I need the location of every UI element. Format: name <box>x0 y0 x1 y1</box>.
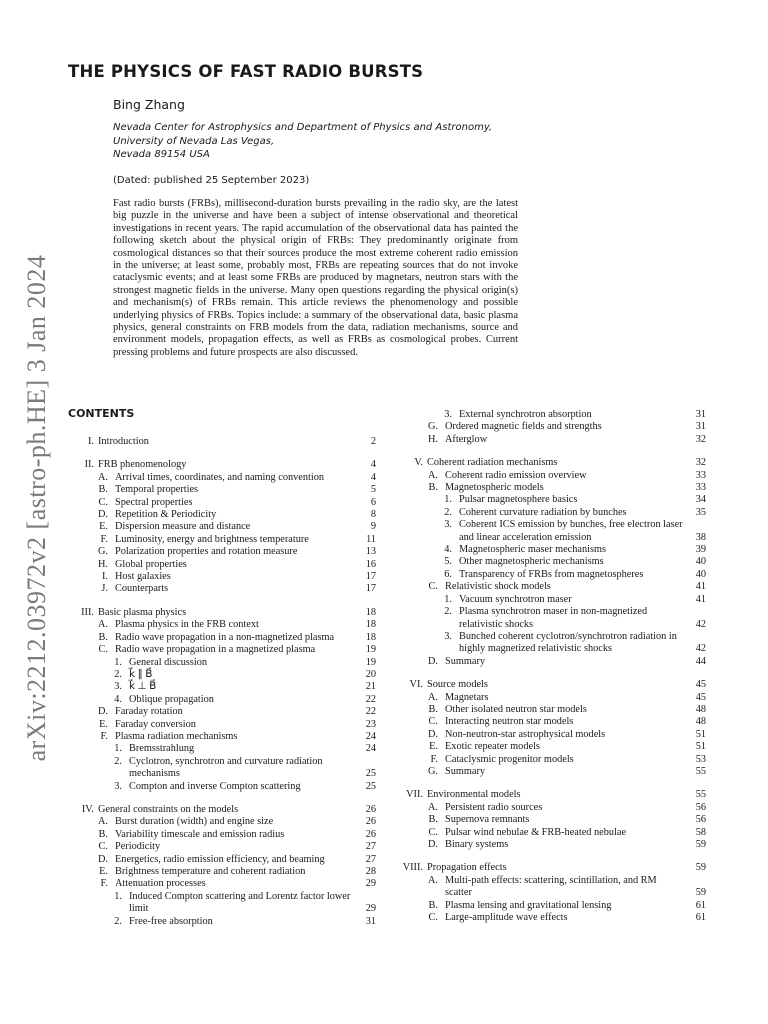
toc-subsubsection-entry[interactable] <box>68 781 376 793</box>
toc-title: Transparency of FRBs from magnetospheres <box>459 568 644 580</box>
toc-number: C. <box>98 644 108 656</box>
toc-title: Radio wave propagation in a magnetized plasma <box>115 644 316 656</box>
toc-number: E. <box>99 866 108 877</box>
toc-title: Environmental models <box>427 789 521 801</box>
toc-title: Magnetospheric models <box>445 482 544 494</box>
toc-title: Basic plasma physics <box>98 606 187 618</box>
toc-title: Periodicity <box>115 841 161 853</box>
toc-page-number: 44 <box>695 655 706 667</box>
toc-title: Plasma radiation mechanisms <box>115 730 238 742</box>
toc-number: 3. <box>114 681 122 693</box>
toc-number: 3. <box>444 519 452 531</box>
toc-subsubsection-entry[interactable] <box>68 916 376 928</box>
toc-number: D. <box>427 728 438 740</box>
toc-title: Compton and inverse Compton scattering <box>129 780 301 792</box>
toc-subsubsection-entry[interactable] <box>396 606 706 631</box>
toc-page-number: 18 <box>365 606 376 618</box>
toc-title: Plasma synchrotron maser in non-magnetized relativistic shocks <box>459 606 648 630</box>
toc-number: VI. <box>409 679 423 691</box>
toc-page-number: 26 <box>365 816 376 828</box>
toc-number: 1. <box>444 494 452 506</box>
toc-subsection-entry[interactable] <box>396 704 706 716</box>
toc-page-number: 45 <box>695 691 706 703</box>
toc-number: E. <box>99 521 108 533</box>
toc-subsubsection-entry[interactable] <box>68 657 376 669</box>
affiliation <box>113 121 492 162</box>
toc-subsection-entry[interactable] <box>68 497 376 509</box>
toc-number: F. <box>100 533 108 545</box>
toc-title: Large-amplitude wave effects <box>445 912 568 924</box>
toc-title: Other magnetospheric mechanisms <box>459 556 604 568</box>
toc-number: 1. <box>114 890 122 902</box>
toc-page-number: 19 <box>365 644 376 656</box>
toc-number: 1. <box>114 656 122 668</box>
toc-page-number: 28 <box>365 866 376 877</box>
toc-page-number: 61 <box>695 899 706 911</box>
toc-number: B. <box>428 482 438 494</box>
toc-title: Faraday rotation <box>115 706 183 718</box>
toc-title: Faraday conversion <box>115 718 196 730</box>
toc-page-number: 51 <box>695 741 706 753</box>
toc-section <box>68 607 376 793</box>
toc-subsection-entry[interactable] <box>396 434 706 446</box>
toc-section-entry[interactable] <box>396 789 706 801</box>
toc-page-number: 6 <box>370 496 376 508</box>
toc-number: D. <box>97 853 108 865</box>
toc-title: Supernova remnants <box>445 814 530 826</box>
dated-line: (Dated: published 25 September 2023) <box>113 175 310 186</box>
toc-number: III. <box>81 606 94 618</box>
toc-number: H. <box>97 558 108 570</box>
toc-number: B. <box>98 828 108 840</box>
toc-number: 5. <box>444 556 452 568</box>
toc-number: VII. <box>406 789 423 801</box>
toc-page-number: 22 <box>365 706 376 718</box>
toc-title: k⃗ ∥ B⃗ <box>129 668 153 680</box>
toc-page-number: 41 <box>695 593 706 605</box>
toc-page-number: 40 <box>695 556 706 568</box>
toc-number: I. <box>87 436 94 447</box>
toc-subsection-entry[interactable] <box>68 644 376 656</box>
toc-section-entry[interactable] <box>68 459 376 471</box>
toc-subsection-entry[interactable] <box>396 827 706 839</box>
toc-title: Bunched coherent cyclotron/synchrotron radiation in highly magnetized relativistic shocks <box>459 630 677 655</box>
toc-page-number: 20 <box>365 668 376 680</box>
toc-page-number: 9 <box>370 521 376 533</box>
toc-title: Pulsar wind nebulae & FRB-heated nebulae <box>445 826 627 838</box>
toc-section-entry[interactable] <box>68 804 376 816</box>
toc-subsection-entry[interactable] <box>396 802 706 814</box>
toc-title: Burst duration (width) and engine size <box>115 816 274 828</box>
toc-subsection-entry[interactable] <box>396 912 706 924</box>
toc-page-number: 34 <box>695 494 706 506</box>
toc-section <box>68 804 376 928</box>
toc-subsubsection-entry[interactable] <box>396 519 706 544</box>
toc-page-number: 22 <box>365 693 376 705</box>
toc-page-number: 51 <box>695 728 706 740</box>
toc-number: 2. <box>114 755 122 767</box>
toc-continuation <box>396 409 706 446</box>
toc-subsection-entry[interactable] <box>396 814 706 826</box>
toc-title: Source models <box>427 679 488 691</box>
toc-subsection-entry[interactable] <box>68 583 376 595</box>
toc-subsection-entry[interactable] <box>396 692 706 704</box>
toc-number: C. <box>428 716 438 728</box>
toc-title: Coherent radiation mechanisms <box>427 457 558 469</box>
toc-number: 3. <box>444 630 452 642</box>
toc-number: 3. <box>444 409 452 420</box>
toc-number: B. <box>428 703 438 715</box>
toc-page-number: 17 <box>365 571 376 583</box>
toc-title: Global properties <box>115 558 187 570</box>
toc-title: Coherent ICS emission by bunches, free electron laser and linear acceleration emission <box>459 519 683 543</box>
toc-number: 2. <box>114 668 122 680</box>
toc-right-column <box>396 409 706 935</box>
toc-subsection-entry[interactable] <box>68 816 376 828</box>
toc-subsubsection-entry[interactable] <box>396 494 706 506</box>
toc-title: Summary <box>445 765 486 777</box>
toc-number: C. <box>428 826 438 838</box>
toc-page-number: 29 <box>365 878 376 890</box>
toc-title: Luminosity, energy and brightness temperature <box>115 533 309 545</box>
toc-title: Coherent radio emission overview <box>445 469 587 481</box>
toc-page-number: 59 <box>695 887 706 899</box>
toc-page-number: 5 <box>370 484 376 496</box>
toc-page-number: 24 <box>365 730 376 742</box>
toc-number: C. <box>98 496 108 508</box>
toc-page-number: 4 <box>370 471 376 483</box>
toc-subsection-entry[interactable] <box>68 632 376 644</box>
toc-title: Variability timescale and emission radius <box>115 828 285 840</box>
toc-title: Interacting neutron star models <box>445 716 574 728</box>
toc-section <box>396 862 706 924</box>
toc-page-number: 38 <box>695 531 706 543</box>
toc-title: Repetition & Periodicity <box>115 509 217 521</box>
toc-page-number: 48 <box>695 703 706 715</box>
toc-page-number: 27 <box>365 841 376 853</box>
toc-page-number: 55 <box>695 789 706 801</box>
toc-section-entry[interactable] <box>68 607 376 619</box>
toc-title: Plasma physics in the FRB context <box>115 619 259 631</box>
toc-page-number: 42 <box>695 618 706 630</box>
toc-subsection-entry[interactable] <box>396 729 706 741</box>
toc-number: D. <box>427 655 438 667</box>
toc-page-number: 24 <box>365 743 376 755</box>
toc-subsubsection-entry[interactable] <box>68 743 376 755</box>
toc-subsection-entry[interactable] <box>68 878 376 890</box>
toc-number: C. <box>428 912 438 924</box>
toc-number: 2. <box>444 606 452 618</box>
toc-page-number: 58 <box>695 826 706 838</box>
arxiv-identifier-text: arXiv:2212.03972v2 [astro-ph.HE] 3 Jan 2024 <box>22 254 51 762</box>
toc-page-number: 59 <box>695 839 706 850</box>
toc-title: Summary <box>445 655 486 667</box>
toc-page-number: 41 <box>695 581 706 593</box>
toc-number: D. <box>97 706 108 718</box>
toc-title: Coherent curvature radiation by bunches <box>459 506 627 518</box>
toc-page-number: 23 <box>365 718 376 730</box>
toc-page-number: 39 <box>695 544 706 556</box>
toc-page-number: 26 <box>365 803 376 815</box>
toc-number: D. <box>427 839 438 850</box>
toc-number: 1. <box>444 593 452 605</box>
toc-page-number: 4 <box>370 459 376 471</box>
toc-title: Cataclysmic progenitor models <box>445 753 574 765</box>
toc-title: Bremsstrahlung <box>129 743 195 755</box>
toc-title: General constraints on the models <box>98 803 239 815</box>
toc-number: A. <box>427 874 438 886</box>
toc-subsection-entry[interactable] <box>68 841 376 853</box>
toc-page-number: 18 <box>365 619 376 631</box>
toc-section <box>396 789 706 851</box>
toc-subsubsection-entry[interactable] <box>396 544 706 556</box>
toc-title: Introduction <box>98 436 149 447</box>
toc-page-number: 8 <box>370 509 376 521</box>
arxiv-identifier <box>12 254 62 762</box>
toc-subsection-entry[interactable] <box>68 521 376 533</box>
toc-number: B. <box>98 484 108 496</box>
toc-subsection-entry[interactable] <box>68 484 376 496</box>
toc-subsection-entry[interactable] <box>396 875 706 900</box>
toc-subsection-entry[interactable] <box>68 706 376 718</box>
toc-number: 6. <box>444 568 452 580</box>
toc-subsection-entry[interactable] <box>396 716 706 728</box>
toc-section-entry[interactable] <box>396 457 706 469</box>
toc-section <box>396 457 706 668</box>
toc-section-entry[interactable] <box>68 436 376 448</box>
toc-subsection-entry[interactable] <box>396 754 706 766</box>
author-name: Bing Zhang <box>113 97 185 112</box>
toc-title: Cyclotron, synchrotron and curvature radiation mechanisms <box>129 755 323 780</box>
toc-number: F. <box>430 753 438 765</box>
toc-page-number: 59 <box>695 862 706 874</box>
toc-title: Binary systems <box>445 839 509 850</box>
toc-page-number: 27 <box>365 853 376 865</box>
toc-section <box>68 436 376 448</box>
toc-title: Attenuation processes <box>115 878 206 890</box>
toc-page-number: 42 <box>695 643 706 655</box>
toc-section-entry[interactable] <box>396 679 706 691</box>
toc-subsubsection-entry[interactable] <box>396 594 706 606</box>
toc-title: Exotic repeater models <box>445 741 540 753</box>
toc-number: E. <box>429 741 438 753</box>
toc-page-number: 35 <box>695 506 706 518</box>
toc-number: F. <box>100 878 108 890</box>
toc-subsubsection-entry[interactable] <box>396 409 706 421</box>
toc-title: External synchrotron absorption <box>459 409 592 420</box>
toc-subsection-entry[interactable] <box>396 741 706 753</box>
toc-page-number: 33 <box>695 469 706 481</box>
toc-section-entry[interactable] <box>396 862 706 874</box>
toc-title: Induced Compton scattering and Lorentz factor lower limit <box>129 890 351 915</box>
toc-title: Other isolated neutron star models <box>445 703 587 715</box>
toc-number: V. <box>414 457 423 469</box>
toc-page-number: 26 <box>365 828 376 840</box>
toc-subsection-entry[interactable] <box>68 719 376 731</box>
paper-title: THE PHYSICS OF FAST RADIO BURSTS <box>68 62 424 81</box>
toc-page-number: 19 <box>365 656 376 668</box>
toc-subsubsection-entry[interactable] <box>68 756 376 781</box>
toc-number: G. <box>427 421 438 433</box>
toc-page-number: 17 <box>365 583 376 595</box>
toc-number: A. <box>97 619 108 631</box>
toc-number: B. <box>98 631 108 643</box>
toc-subsection-entry[interactable] <box>68 619 376 631</box>
toc-number: A. <box>427 691 438 703</box>
toc-number: A. <box>97 816 108 828</box>
toc-subsection-entry[interactable] <box>68 829 376 841</box>
toc-number: H. <box>427 433 438 445</box>
toc-title: Free-free absorption <box>129 915 213 927</box>
toc-page-number: 33 <box>695 482 706 494</box>
toc-section <box>68 459 376 595</box>
toc-title: Multi-path effects: scattering, scintillation, and RM scatter <box>445 874 657 899</box>
abstract: Fast radio bursts (FRBs), millisecond-duration bursts prevailing in the radio sky, are the latest big puzzle in the universe and have been a subject of intense observational and theoretical investigations in recent years. The rapid accumulation of the observational data has painted the following sketch about the physical origin of FRBs: They predominantly originate from cosmological distances so that their sources produce the most extreme coherent radio emission in the universe; at least some, probably most, FRBs are repeating sources that do not invoke cataclysmic events; and at least some FRBs are produced by magnetars, neutron stars with the strongest magnetic fields in the universe. Many open questions regarding the physical origin(s) and mechanism(s) of FRBs remain. This article reviews the phenomenology and possible underlying physics of FRBs. Topics include: a summary of the observational data, basic plasma physics, general constraints on FRB models from the data, radiation mechanisms, source and environment models, propagation effects, as well as FRBs as cosmological probes. Current pressing problems and future prospects are also discussed. <box>113 198 518 358</box>
affiliation-line: Nevada Center for Astrophysics and Department of Physics and Astronomy, <box>113 122 493 133</box>
toc-page-number: 16 <box>365 558 376 570</box>
toc-number: B. <box>428 899 438 911</box>
toc-title: Magnetars <box>445 691 489 703</box>
toc-subsection-entry[interactable] <box>396 766 706 778</box>
toc-number: 4. <box>114 693 122 705</box>
toc-page-number: 21 <box>365 681 376 693</box>
toc-subsubsection-entry[interactable] <box>68 681 376 693</box>
toc-title: Persistent radio sources <box>445 801 543 813</box>
toc-number: A. <box>97 471 108 483</box>
toc-title: Spectral properties <box>115 496 193 508</box>
toc-title: Oblique propagation <box>129 693 214 705</box>
toc-page-number: 55 <box>695 765 706 777</box>
toc-title: Magnetospheric maser mechanisms <box>459 544 606 556</box>
contents-heading: CONTENTS <box>68 407 135 420</box>
toc-subsection-entry[interactable] <box>68 571 376 583</box>
toc-title: Afterglow <box>445 433 488 445</box>
toc-title: Temporal properties <box>115 484 199 496</box>
toc-number: D. <box>97 509 108 521</box>
toc-page-number: 13 <box>365 546 376 558</box>
toc-title: Propagation effects <box>427 862 507 874</box>
toc-subsubsection-entry[interactable] <box>396 631 706 656</box>
toc-number: A. <box>427 801 438 813</box>
toc-title: Ordered magnetic fields and strengths <box>445 421 602 433</box>
toc-title: Arrival times, coordinates, and naming convention <box>115 471 325 483</box>
toc-subsection-entry[interactable] <box>68 559 376 571</box>
toc-subsection-entry[interactable] <box>68 472 376 484</box>
affiliation-line: Nevada 89154 USA <box>113 149 210 160</box>
toc-number: 4. <box>444 544 452 556</box>
toc-title: Counterparts <box>115 583 169 595</box>
toc-page-number: 11 <box>366 533 376 545</box>
toc-title: Pulsar magnetosphere basics <box>459 494 578 506</box>
toc-page-number: 31 <box>365 915 376 927</box>
toc-subsubsection-entry[interactable] <box>68 694 376 706</box>
toc-subsubsection-entry[interactable] <box>68 669 376 681</box>
toc-subsection-entry[interactable] <box>68 731 376 743</box>
toc-title: FRB phenomenology <box>98 459 187 471</box>
toc-number: J. <box>101 583 108 595</box>
toc-subsection-entry[interactable] <box>396 839 706 851</box>
toc-number: 2. <box>444 506 452 518</box>
toc-number: 3. <box>114 780 122 792</box>
toc-subsection-entry[interactable] <box>396 482 706 494</box>
toc-subsection-entry[interactable] <box>68 546 376 558</box>
toc-subsection-entry[interactable] <box>68 509 376 521</box>
toc-title: Dispersion measure and distance <box>115 521 251 533</box>
toc-page-number: 32 <box>695 433 706 445</box>
toc-section <box>396 679 706 778</box>
toc-subsection-entry[interactable] <box>68 534 376 546</box>
toc-number: A. <box>427 469 438 481</box>
toc-page-number: 25 <box>365 780 376 792</box>
toc-page-number: 31 <box>695 409 706 420</box>
toc-number: II. <box>84 459 94 471</box>
toc-number: I. <box>101 571 108 583</box>
toc-title: General discussion <box>129 656 208 668</box>
toc-subsubsection-entry[interactable] <box>68 891 376 916</box>
toc-number: C. <box>98 841 108 853</box>
toc-title: Relativistic shock models <box>445 581 551 593</box>
toc-page-number: 61 <box>695 912 706 924</box>
toc-page-number: 32 <box>695 457 706 469</box>
toc-number: F. <box>100 730 108 742</box>
toc-number: B. <box>428 814 438 826</box>
toc-number: G. <box>427 765 438 777</box>
toc-number: 1. <box>114 743 122 755</box>
affiliation-line: University of Nevada Las Vegas, <box>113 135 275 147</box>
toc-title: Polarization properties and rotation measure <box>115 546 298 558</box>
toc-number: G. <box>97 546 108 558</box>
toc-page-number: 25 <box>365 768 376 780</box>
toc-subsubsection-entry[interactable] <box>396 556 706 568</box>
toc-number: E. <box>99 718 108 730</box>
toc-title: Radio wave propagation in a non-magnetized plasma <box>115 631 335 643</box>
toc-subsection-entry[interactable] <box>396 900 706 912</box>
toc-title: k⃗ ⊥ B⃗ <box>129 681 157 693</box>
toc-number: C. <box>428 581 438 593</box>
toc-page-number: 40 <box>695 568 706 580</box>
toc-subsubsection-entry[interactable] <box>396 569 706 581</box>
toc-number: IV. <box>81 803 94 815</box>
toc-left-column <box>68 436 376 939</box>
toc-title: Non-neutron-star astrophysical models <box>445 728 606 740</box>
toc-page-number: 45 <box>695 679 706 691</box>
toc-subsubsection-entry[interactable] <box>396 507 706 519</box>
toc-title: Host galaxies <box>115 571 171 583</box>
toc-page-number: 56 <box>695 801 706 813</box>
toc-page-number: 2 <box>370 436 376 447</box>
toc-title: Vacuum synchrotron maser <box>459 593 572 605</box>
toc-page-number: 48 <box>695 716 706 728</box>
toc-page-number: 29 <box>365 903 376 915</box>
toc-page-number: 56 <box>695 814 706 826</box>
toc-subsection-entry[interactable] <box>396 581 706 593</box>
toc-subsection-entry[interactable] <box>68 854 376 866</box>
toc-title: Energetics, radio emission efficiency, and beaming <box>115 853 325 865</box>
toc-subsection-entry[interactable] <box>68 866 376 878</box>
toc-title: Brightness temperature and coherent radiation <box>115 866 306 877</box>
toc-subsection-entry[interactable] <box>396 470 706 482</box>
toc-number: VIII. <box>402 862 423 874</box>
toc-page-number: 53 <box>695 753 706 765</box>
toc-number: 2. <box>114 915 122 927</box>
toc-subsection-entry[interactable] <box>396 656 706 668</box>
toc-subsection-entry[interactable] <box>396 421 706 433</box>
toc-page-number: 18 <box>365 631 376 643</box>
toc-title: Plasma lensing and gravitational lensing <box>445 899 612 911</box>
toc-page-number: 31 <box>695 421 706 433</box>
